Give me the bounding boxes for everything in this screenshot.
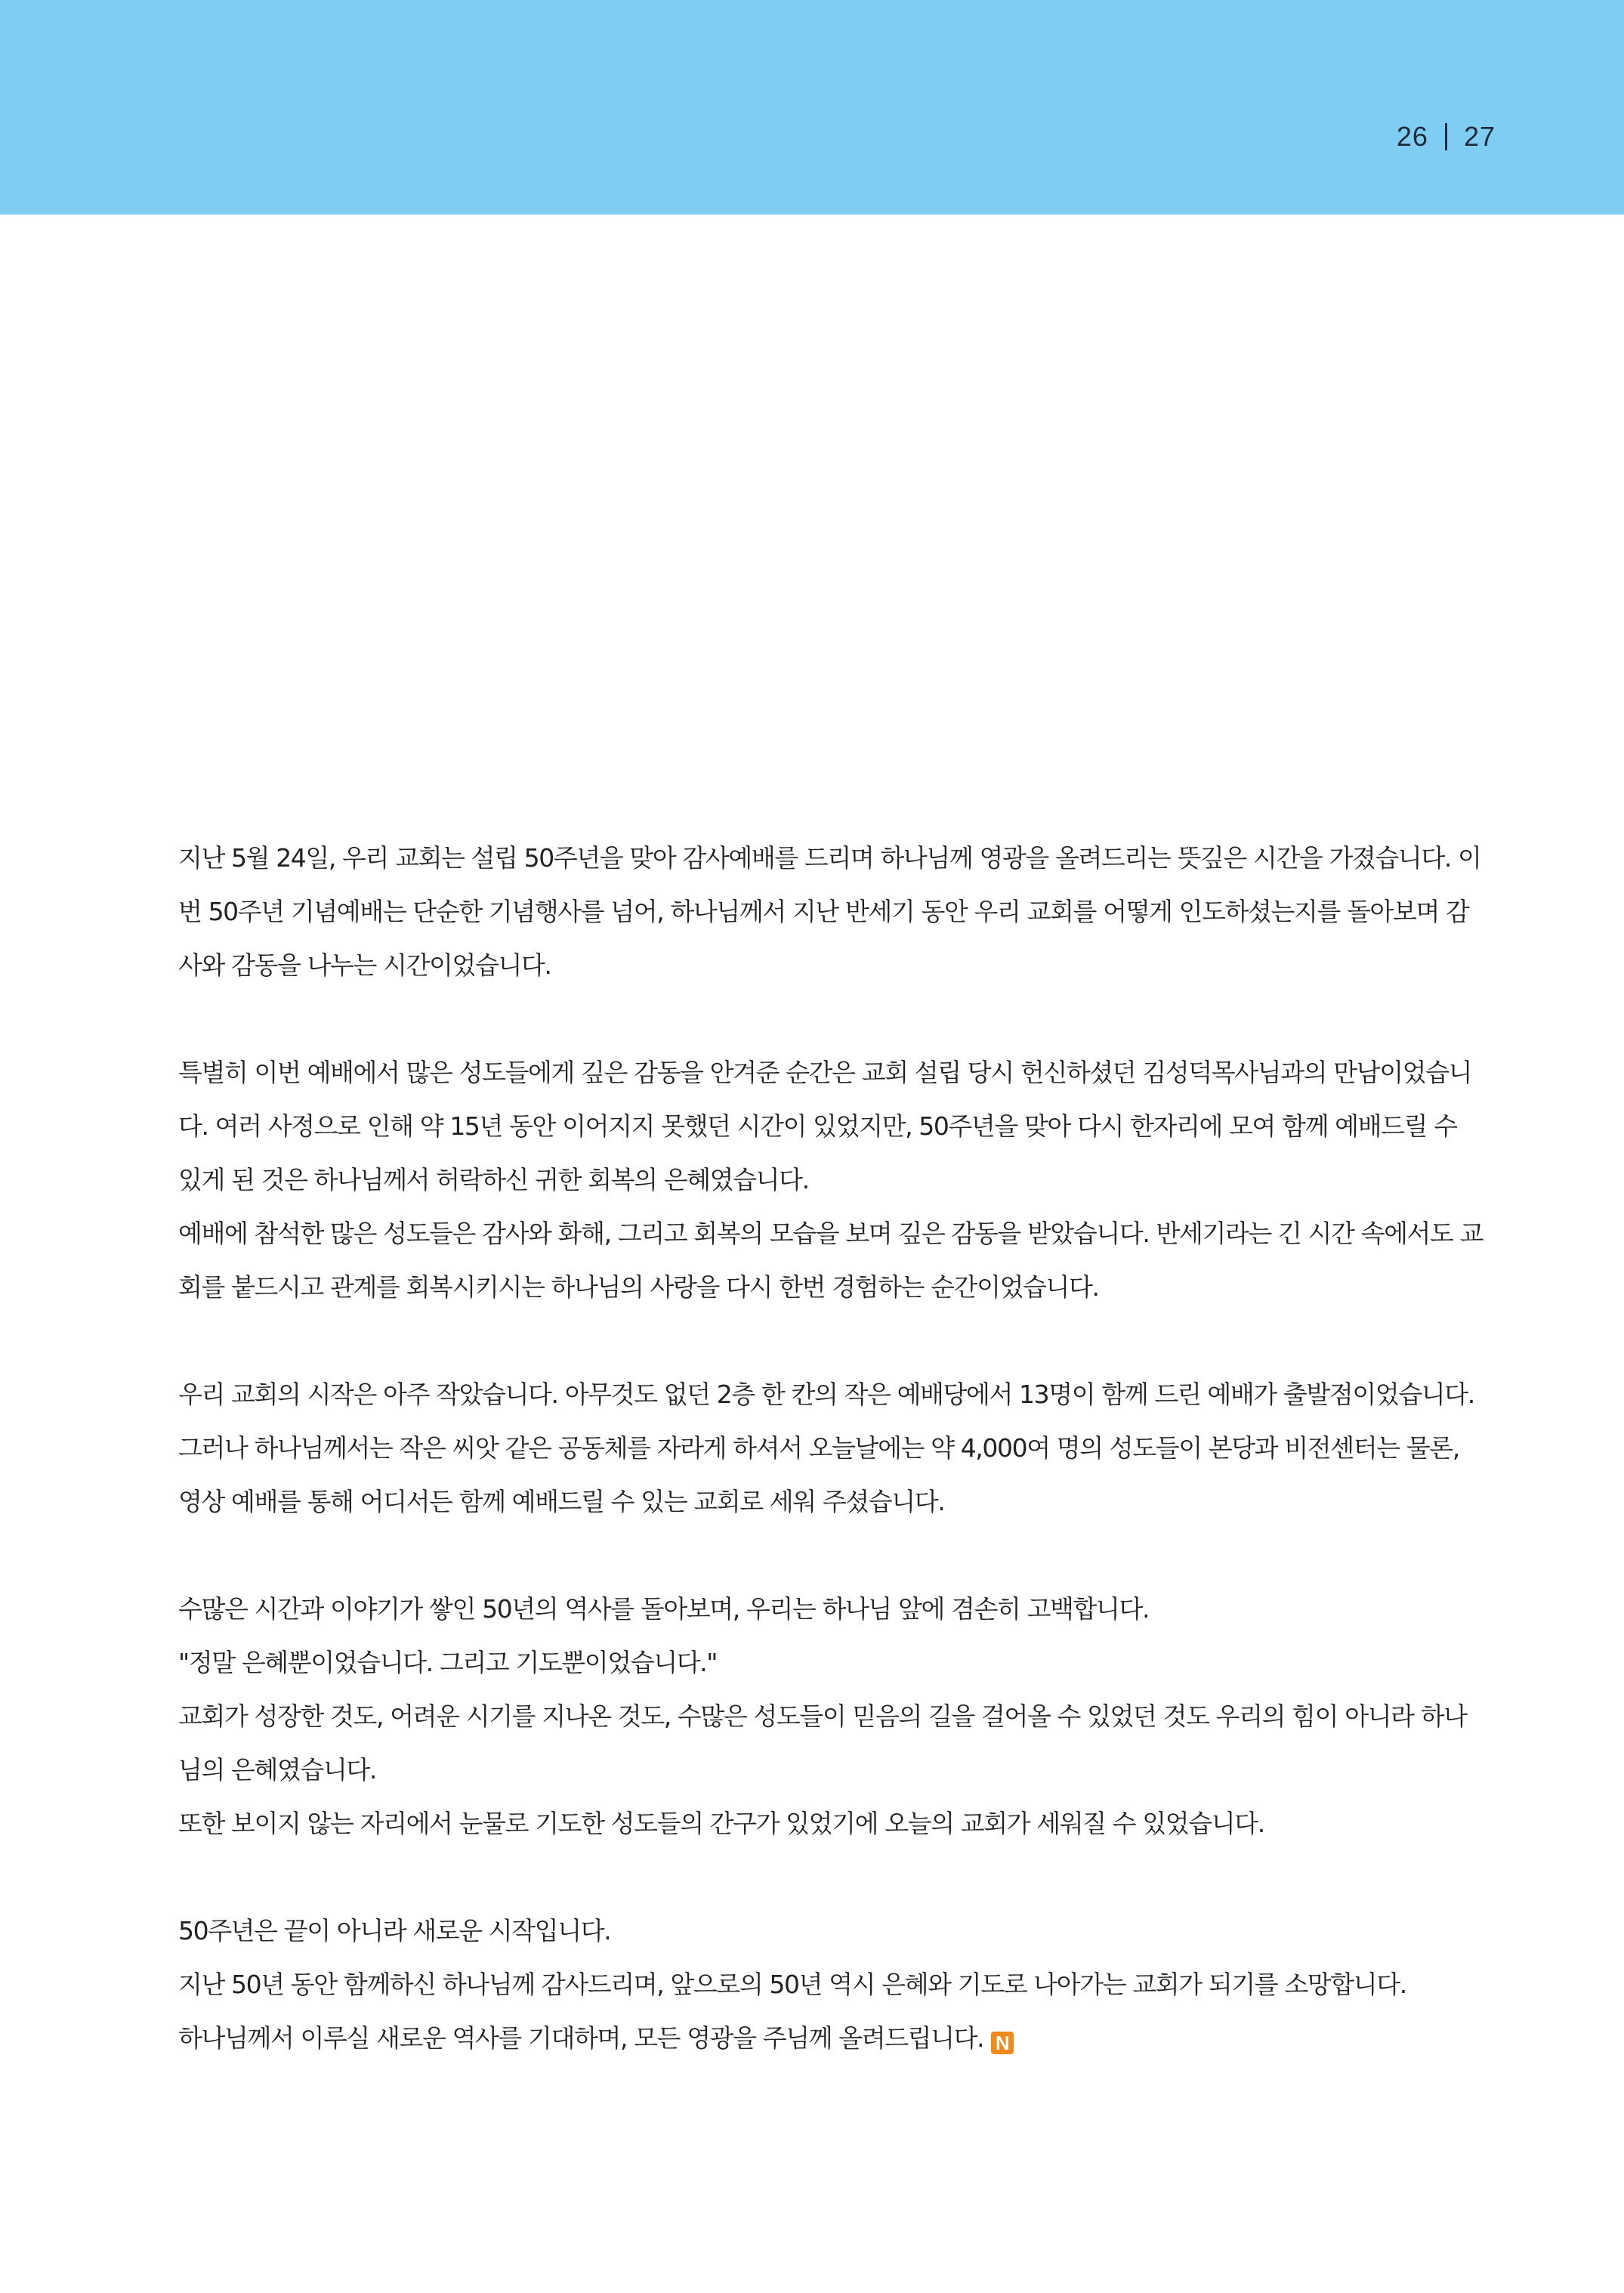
paragraph-3 xyxy=(178,1367,1484,1528)
paragraph-line: 우리 교회의 시작은 아주 작았습니다. 아무것도 없던 2층 한 칸의 작은 예배당에서 13명이 함께 드린 예배가 출발점이었습니다. 그러나 하나님께서는 작은 씨앗 같은 공동체를 자라게 하셔서 오늘날에는 약 4,000여 명의 성도들이 본당과 비전센터는 물론, 영상 예배를 통해 어디서든 함께 예배드릴 수 있는 교회로 세워 주셨습니다. xyxy=(178,1380,1474,1516)
paragraph-line: 또한 보이지 않는 자리에서 눈물로 기도한 성도들의 간구가 있었기에 오늘의 교회가 세워질 수 있었습니다. xyxy=(178,1809,1264,1838)
page-number-divider xyxy=(1445,123,1447,150)
closing-line xyxy=(178,2011,1484,2065)
paragraph-4 xyxy=(178,1582,1484,1850)
quote-line: "정말 은혜뿐이었습니다. 그리고 기도뿐이었습니다." xyxy=(178,1648,718,1677)
paragraph-line: 지난 50년 동안 함께하신 하나님께 감사드리며, 앞으로의 50년 역시 은혜와 기도로 나아가는 교회가 되기를 소망합니다. xyxy=(178,1970,1406,1999)
end-mark-icon: N xyxy=(991,2032,1014,2054)
paragraph-2 xyxy=(178,1046,1484,1314)
header-band xyxy=(0,0,1624,215)
closing-text: 하나님께서 이루실 새로운 역사를 기대하며, 모든 영광을 주님께 올려드립니다. xyxy=(178,2023,984,2053)
page-numbers xyxy=(1397,121,1496,153)
paragraph-line: 특별히 이번 예배에서 많은 성도들에게 깊은 감동을 안겨준 순간은 교회 설립 당시 헌신하셨던 김성덕목사님과의 만남이었습니다. 여러 사정으로 인해 약 15년 동안 이어지지 못했던 시간이 있었지만, 50주년을 맞아 다시 한자리에 모여 함께 예배드릴 수 있게 된 것은 하나님께서 허락하신 귀한 회복의 은혜였습니다. xyxy=(178,1058,1472,1194)
article-body xyxy=(178,831,1484,2065)
paragraph-line: 교회가 성장한 것도, 어려운 시기를 지나온 것도, 수많은 성도들이 믿음의 길을 걸어올 수 있었던 것도 우리의 힘이 아니라 하나님의 은혜였습니다. xyxy=(178,1701,1467,1785)
page-number-left: 26 xyxy=(1396,121,1428,152)
paragraph-1 xyxy=(178,831,1484,992)
paragraph-line: 50주년은 끝이 아니라 새로운 시작입니다. xyxy=(178,1916,611,1945)
paragraph-5 xyxy=(178,1904,1484,2065)
paragraph-line: 예배에 참석한 많은 성도들은 감사와 화해, 그리고 회복의 모습을 보며 깊은 감동을 받았습니다. 반세기라는 긴 시간 속에서도 교회를 붙드시고 관계를 회복시키시는 하나님의 사랑을 다시 한번 경험하는 순간이었습니다. xyxy=(178,1219,1484,1302)
paragraph-line: 수많은 시간과 이야기가 쌓인 50년의 역사를 돌아보며, 우리는 하나님 앞에 겸손히 고백합니다. xyxy=(178,1594,1150,1624)
page-number-right: 27 xyxy=(1463,121,1496,152)
paragraph-line: 지난 5월 24일, 우리 교회는 설립 50주년을 맞아 감사예배를 드리며 하나님께 영광을 올려드리는 뜻깊은 시간을 가졌습니다. 이번 50주년 기념예배는 단순한 기념행사를 넘어, 하나님께서 지난 반세기 동안 우리 교회를 어떻게 인도하셨는지를 돌아보며 감사와 감동을 나누는 시간이었습니다. xyxy=(178,843,1481,980)
